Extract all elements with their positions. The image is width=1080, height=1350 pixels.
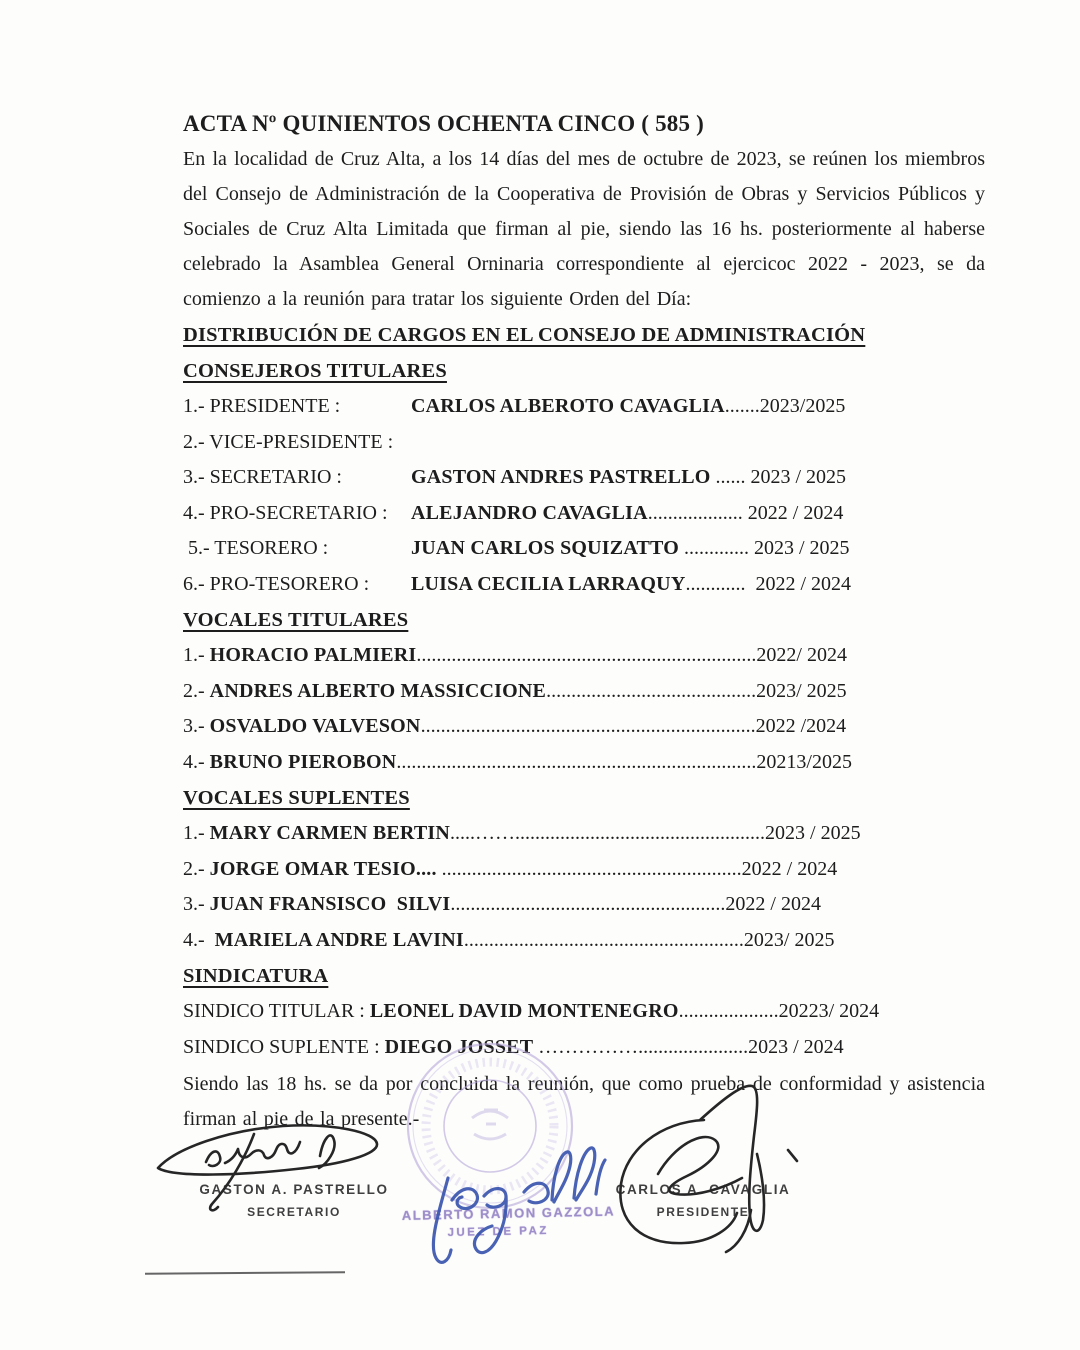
vocal-member-name: MARIELA ANDRE LAVINI xyxy=(214,928,464,951)
dot-leader: .......................................... xyxy=(546,679,757,702)
cargo-row xyxy=(183,425,873,461)
dot-leader: ........................................................ xyxy=(463,928,744,951)
secretary-name: GASTON A. PASTRELLO xyxy=(199,1182,389,1197)
president-signature xyxy=(602,1078,812,1263)
cargo-role-label: 3.- SECRETARIO : xyxy=(183,466,342,488)
vocal-term-years: 2022 / 2024 xyxy=(725,893,821,915)
section-heading: VOCALES TITULARES xyxy=(183,609,409,631)
acta-title: ACTA Nº QUINIENTOS OCHENTA CINCO ( 585 ) xyxy=(183,111,705,136)
consejeros-rows xyxy=(183,389,873,602)
sindico-role-label: SINDICO SUPLENTE : xyxy=(183,1035,385,1058)
dot-leader: ........................................................................ xyxy=(396,750,757,773)
vocal-row xyxy=(183,852,873,888)
section-heading: SINDICATURA xyxy=(183,965,329,987)
cargo-term-years: 2023/2025 xyxy=(759,395,846,417)
section-consejeros-titulares xyxy=(183,353,985,602)
president-role: PRESIDENTE xyxy=(656,1205,750,1219)
vocal-row xyxy=(183,887,873,923)
vocal-member-name: BRUNO PIEROBON xyxy=(209,750,397,773)
order-of-day-heading: DISTRIBUCIÓN DE CARGOS EN EL CONSEJO DE ADMINISTRACIÓN xyxy=(183,324,866,346)
acta-intro-paragraph: En la localidad de Cruz Alta, a los 14 días del mes de octubre de 2023, se reúnen los miembros del Consejo de Administración de la Cooperativa de Provisión de Obras y Servicios Públicos y Sociales de Cruz Alta Limitada que firman al pie, siendo las 16 hs. posteriormente al haberse celebrado la Asamblea General Orninaria correspondiente al ejercicoc 2022 - 2023, se da comienzo a la reunión para tratar los siguiente Orden del Día: xyxy=(183,148,985,310)
section-heading: CONSEJEROS TITULARES xyxy=(183,360,447,382)
dot-leader: ....... xyxy=(724,395,760,417)
dot-leader: ................... xyxy=(647,501,743,524)
section-heading: VOCALES SUPLENTES xyxy=(183,787,410,809)
dot-leader: .................................................................... xyxy=(416,644,757,666)
vocal-number: 3.- xyxy=(183,893,210,915)
vocal-term-years: 2023/ 2025 xyxy=(743,928,835,951)
vocal-member-name: HORACIO PALMIERI xyxy=(209,644,417,666)
vocal-term-years: 20213/2025 xyxy=(756,750,852,773)
vocal-row xyxy=(183,638,873,674)
cargo-row xyxy=(183,460,873,496)
cargo-row xyxy=(183,496,873,532)
vocal-row xyxy=(183,709,873,745)
cargo-row xyxy=(183,531,873,567)
cargo-member-name: LUISA CECILIA LARRAQUY xyxy=(411,572,686,595)
cargo-role-label: 2.- VICE-PRESIDENTE : xyxy=(183,430,394,453)
vocal-row xyxy=(183,674,873,710)
dot-leader: ............................................................ xyxy=(436,857,742,880)
dot-leader: ....................................................... xyxy=(450,893,726,915)
cargo-term-years: 2022 / 2024 xyxy=(742,501,844,524)
cargo-term-years: 2023 / 2025 xyxy=(750,466,847,488)
cargo-member-name: JUAN CARLOS SQUIZATTO xyxy=(411,537,679,559)
vocal-number: 1.- xyxy=(183,822,210,844)
dot-leader: ……………...................... xyxy=(538,1035,749,1058)
dot-leader: .....…….................................................. xyxy=(450,822,766,844)
vocal-row xyxy=(183,923,873,959)
vocal-term-years: 2023 / 2025 xyxy=(765,822,861,844)
vocal-number: 2.- xyxy=(183,857,210,880)
dot-leader: ............ xyxy=(685,572,746,595)
vocal-number: 4.- xyxy=(183,750,210,773)
bottom-horizontal-line xyxy=(145,1271,345,1274)
sindico-term-years: 20223/ 2024 xyxy=(778,1000,880,1022)
sindico-term-years: 2023 / 2024 xyxy=(748,1035,844,1058)
vocal-member-name: JORGE OMAR TESIO.... xyxy=(209,857,437,880)
sindico-role-label: SINDICO TITULAR : xyxy=(183,1000,370,1022)
cargo-row xyxy=(183,389,873,425)
cargo-role-label: 4.- PRO-SECRETARIO : xyxy=(183,501,388,524)
vocal-row xyxy=(183,745,873,781)
vocal-term-years: 2022 / 2024 xyxy=(741,857,838,880)
vocal-term-years: 2023/ 2025 xyxy=(756,679,847,702)
vocal-term-years: 2022/ 2024 xyxy=(756,644,847,666)
secretary-signature xyxy=(148,1112,388,1217)
vocal-member-name: OSVALDO VALVESON xyxy=(209,715,421,737)
section-vocales-titulares xyxy=(183,602,985,780)
sindico-member-name: DIEGO JOSSET xyxy=(384,1035,539,1058)
dot-leader: .................... xyxy=(678,1000,779,1022)
vocal-member-name: ANDRES ALBERTO MASSICCIONE xyxy=(209,679,547,702)
cargo-row xyxy=(183,567,873,603)
dot-leader: ................................................................... xyxy=(420,715,756,737)
cargo-role-label: 6.- PRO-TESORERO : xyxy=(183,572,370,595)
judge-signature xyxy=(412,1136,607,1271)
secretary-role: SECRETARIO xyxy=(247,1205,341,1219)
sindico-row xyxy=(183,994,880,1030)
vocal-number: 4.- xyxy=(183,928,215,951)
vocal-term-years: 2022 /2024 xyxy=(755,715,847,737)
acta-body xyxy=(183,110,985,1137)
sindico-member-name: LEONEL DAVID MONTENEGRO xyxy=(369,1000,679,1022)
cargo-member-name: GASTON ANDRES PASTRELLO xyxy=(411,466,711,488)
dot-leader: ...... xyxy=(710,466,751,488)
section-vocales-suplentes xyxy=(183,780,985,958)
cargo-member-name: ALEJANDRO CAVAGLIA xyxy=(411,501,648,524)
vocales-suplentes-rows xyxy=(183,816,873,958)
vocal-number: 3.- xyxy=(183,715,210,737)
cargo-term-years: 2023 / 2025 xyxy=(753,537,850,559)
vocal-member-name: JUAN FRANSISCO SILVI xyxy=(209,893,451,915)
vocales-titulares-rows xyxy=(183,638,873,780)
cargo-role-label: 5.- TESORERO : xyxy=(183,537,329,559)
judge-role: JUEZ DE PAZ xyxy=(447,1224,550,1240)
vocal-member-name: MARY CARMEN BERTIN xyxy=(209,822,451,844)
vocal-number: 2.- xyxy=(183,679,210,702)
cargo-member-name: CARLOS ALBEROTO CAVAGLIA xyxy=(411,395,725,417)
judge-name: ALBERTO RAMON GAZZOLA xyxy=(401,1203,616,1224)
dot-leader: ............. xyxy=(678,537,754,559)
president-name: CARLOS A. CAVAGLIA xyxy=(615,1182,791,1197)
vocal-number: 1.- xyxy=(183,644,210,666)
cargo-term-years: 2022 / 2024 xyxy=(745,572,852,595)
vocal-row xyxy=(183,816,873,852)
cargo-role-label: 1.- PRESIDENTE : xyxy=(183,395,341,417)
closing-paragraph: Siendo las 18 hs. se da por concluida la reunión, que como prueba de conformidad y asistencia firman al pie de la presente.- xyxy=(183,1073,985,1130)
section-sindicatura xyxy=(183,958,985,1065)
